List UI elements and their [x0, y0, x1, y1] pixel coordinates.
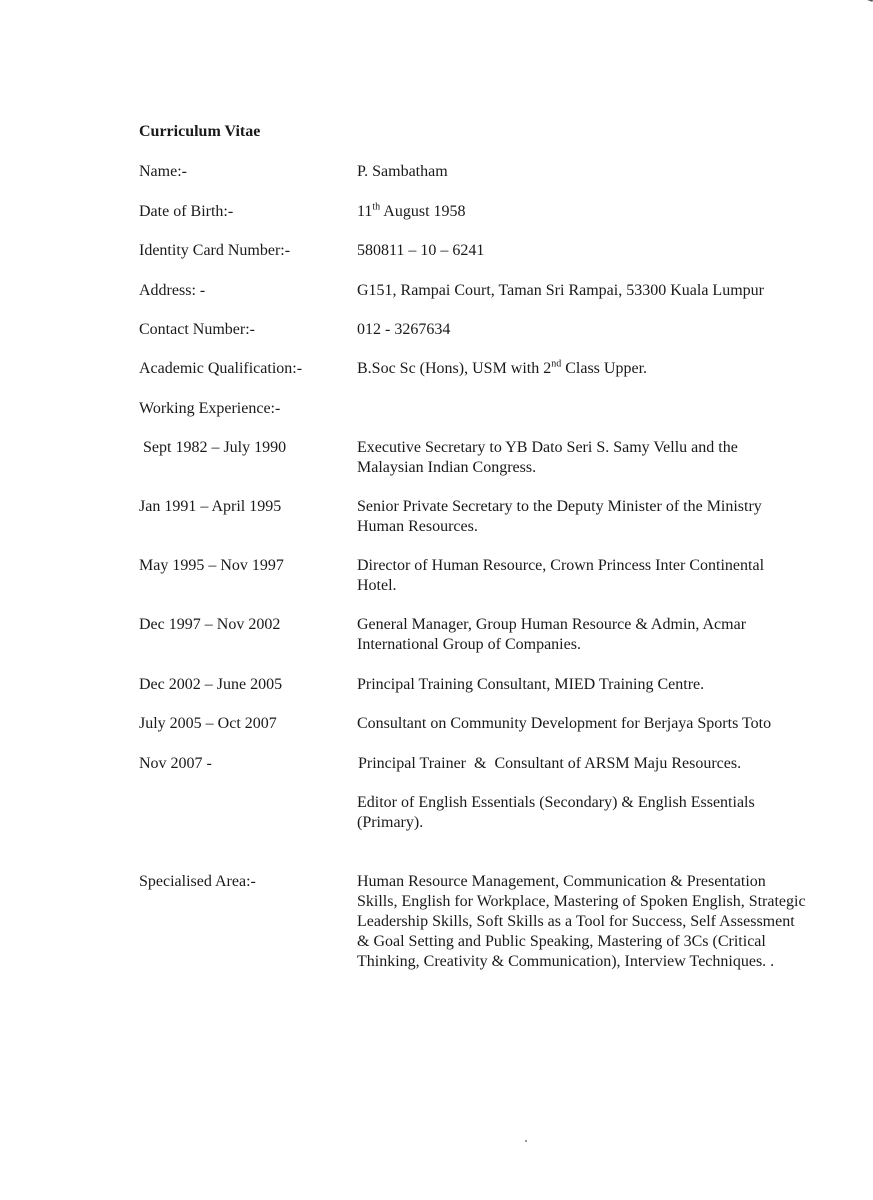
experience-role: Principal Training Consultant, MIED Training Centre.	[357, 676, 705, 693]
contact-label: Contact Number:-	[139, 321, 255, 338]
ic-label: Identity Card Number:-	[139, 242, 291, 259]
academic-label: Academic Qualification:-	[139, 360, 303, 377]
dob-label: Date of Birth:-	[139, 203, 234, 220]
experience-period: July 2005 – Oct 2007	[139, 715, 277, 732]
experience-period: May 1995 – Nov 1997	[139, 557, 284, 574]
experience-role: Director of Human Resource, Crown Princess Inter Continental Hotel.	[357, 557, 765, 594]
experience-period: Dec 1997 – Nov 2002	[139, 616, 281, 633]
scan-corner-mark	[861, 0, 873, 8]
experience-role: Senior Private Secretary to the Deputy Minister of the Ministry Human Resources.	[357, 498, 762, 535]
specialised-label: Specialised Area:-	[139, 873, 256, 890]
document-title: Curriculum Vitae	[139, 123, 261, 140]
experience-period: Dec 2002 – June 2005	[139, 676, 283, 693]
experience-period: Sept 1982 – July 1990	[143, 439, 287, 456]
experience-role: Consultant on Community Development for Berjaya Sports Toto	[357, 715, 772, 732]
academic-degree: B.Soc Sc (Hons), USM with 2	[357, 360, 552, 377]
dob-value	[357, 202, 807, 222]
dob-suffix: th	[372, 201, 381, 213]
name-value: P. Sambatham	[357, 163, 448, 180]
dob-day: 11	[357, 203, 373, 220]
editor-role: Editor of English Essentials (Secondary) & English Essentials (Primary).	[357, 794, 755, 831]
address-value: G151, Rampai Court, Taman Sri Rampai, 53300 Kuala Lumpur	[357, 282, 764, 299]
ic-value: 580811 – 10 – 6241	[357, 242, 485, 259]
academic-value	[357, 359, 807, 379]
academic-class: Class Upper.	[561, 360, 648, 377]
name-label: Name:-	[139, 163, 187, 180]
experience-role: General Manager, Group Human Resource & Admin, Acmar International Group of Companies.	[357, 616, 747, 653]
experience-period: Jan 1991 – April 1995	[139, 498, 282, 515]
dob-month-year: August 1958	[380, 203, 466, 220]
experience-period: Nov 2007 -	[139, 755, 212, 772]
experience-label: Working Experience:-	[139, 400, 281, 417]
experience-role: Principal Trainer & Consultant of ARSM Maju Resources.	[358, 755, 742, 772]
experience-role: Executive Secretary to YB Dato Seri S. Samy Vellu and the Malaysian Indian Congress.	[357, 439, 738, 476]
address-label: Address: -	[139, 282, 206, 299]
specialised-value: Human Resource Management, Communication & Presentation Skills, English for Workplace, Mastering of Spoken English, Strategic Leadership Skills, Soft Skills as a Tool for Success, Self Assessment & Goal Setting and Public Speaking, Mastering of 3Cs (Critical Thinking, Creativity & Communication), Interview Techniques. .	[357, 873, 806, 970]
scan-speck	[525, 1140, 527, 1142]
contact-value: 012 - 3267634	[357, 321, 451, 338]
academic-class-suffix: nd	[551, 358, 562, 370]
